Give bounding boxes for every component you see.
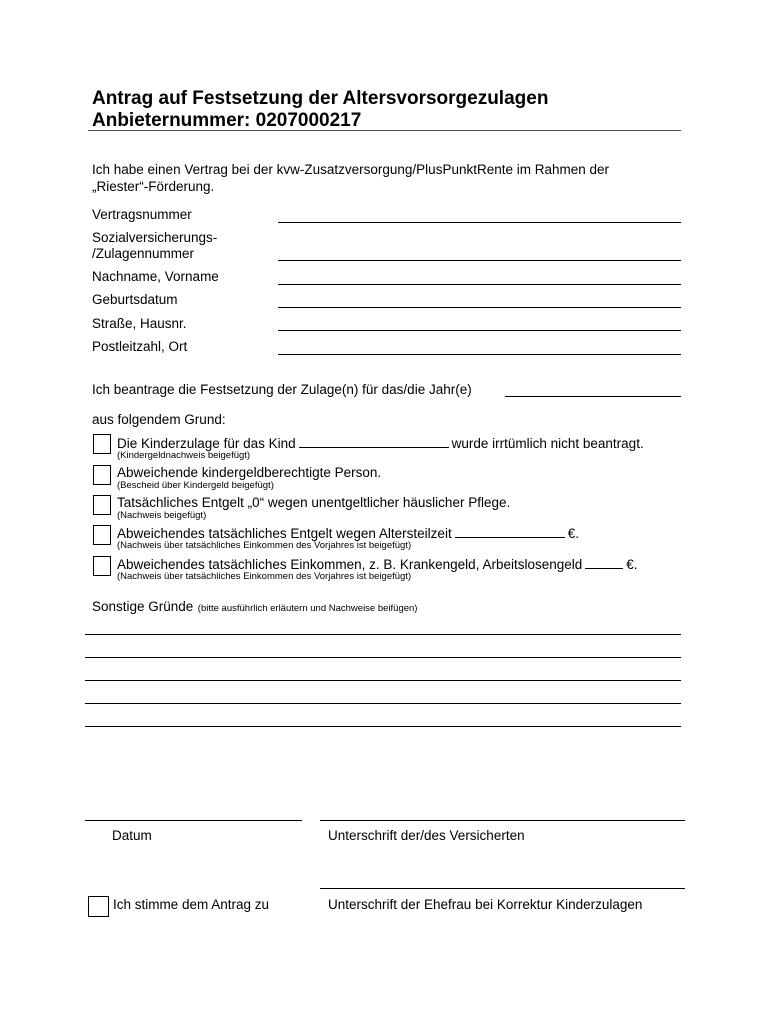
form-title: Antrag auf Festsetzung der Altersvorsorgezulagen [92,88,549,109]
reason-other-person-checkbox[interactable] [93,465,111,485]
social-insurance-field[interactable] [278,260,681,261]
postal-code-label: Postleitzahl, Ort [92,339,188,354]
other-reasons-line-5[interactable] [85,726,681,727]
birthdate-label: Geburtsdatum [92,292,178,307]
social-insurance-label-2: /Zulagennummer [92,246,195,261]
intro-line-2: „Riester“-Förderung. [92,179,215,194]
other-reasons-line-2[interactable] [85,657,681,658]
social-insurance-label-1: Sozialversicherungs- [92,230,218,245]
date-label: Datum [112,828,152,843]
part-time-amount-field[interactable] [455,525,565,538]
other-reasons-line-3[interactable] [85,680,681,681]
child-name-field[interactable] [299,435,449,448]
request-text: Ich beantrage die Festsetzung der Zulage(n) für das/die Jahr(e) [92,382,472,397]
reason-income-post: €. [626,557,638,572]
other-reasons-line-1[interactable] [85,634,681,635]
spouse-signature-field[interactable] [320,888,685,889]
date-field[interactable] [85,820,302,821]
reason-other-person-text: Abweichende kindergeldberechtigte Person. [117,465,382,480]
intro-line-1: Ich habe einen Vertrag bei der kvw-Zusatzversorgung/PlusPunktRente im Rahmen der [92,162,610,177]
other-reasons-heading [92,598,417,616]
other-reasons-line-4[interactable] [85,703,681,704]
insured-signature-label: Unterschrift der/des Versicherten [328,828,525,843]
consent-label: Ich stimme dem Antrag zu [113,897,270,912]
reason-child-allowance-note: (Kindergeldnachweis beigefügt) [117,450,251,461]
street-field[interactable] [278,330,681,331]
reason-part-time-note: (Nachweis über tatsächliches Einkommen des Vorjahres ist beigefügt) [117,540,412,551]
reason-heading: aus folgendem Grund: [92,412,226,427]
reason-part-time-checkbox[interactable] [93,525,111,545]
reason-care-note: (Nachweis beigefügt) [117,510,207,521]
contract-number-field[interactable] [278,222,681,223]
street-label: Straße, Hausnr. [92,316,187,331]
reason-child-allowance-pre: Die Kinderzulage für das Kind [117,436,296,451]
insured-signature-field[interactable] [320,820,685,821]
year-field[interactable] [505,396,681,397]
birthdate-field[interactable] [278,307,681,308]
reason-care-checkbox[interactable] [93,495,111,515]
reason-income-note: (Nachweis über tatsächliches Einkommen des Vorjahres ist beigefügt) [117,571,412,582]
reason-child-allowance-checkbox[interactable] [93,434,111,454]
reason-income-checkbox[interactable] [93,556,111,576]
postal-code-field[interactable] [278,354,681,355]
consent-checkbox[interactable] [88,896,109,917]
name-field[interactable] [278,284,681,285]
reason-part-time-post: €. [567,526,579,541]
other-reasons-note: (bitte ausführlich erläutern und Nachweise beifügen) [197,603,418,614]
provider-number: Anbieternummer: 0207000217 [92,110,362,131]
reason-other-person-note: (Bescheid über Kindergeld beigefügt) [117,480,274,491]
reason-child-allowance-post: wurde irrtümlich nicht beantragt. [451,436,644,451]
other-reasons-label: Sonstige Gründe [92,599,194,614]
reason-income-pre: Abweichendes tatsächliches Einkommen, z. B. Krankengeld, Arbeitslosengeld [117,557,583,572]
reason-care-text: Tatsächliches Entgelt „0“ wegen unentgeltlicher häuslicher Pflege. [117,495,511,510]
name-label: Nachname, Vorname [92,269,219,284]
contract-number-label: Vertragsnummer [92,207,192,222]
reason-part-time-pre: Abweichendes tatsächliches Entgelt wegen Altersteilzeit [117,526,452,541]
spouse-signature-label: Unterschrift der Ehefrau bei Korrektur Kinderzulagen [328,897,643,912]
income-amount-field[interactable] [585,556,623,569]
title-divider [88,130,681,131]
